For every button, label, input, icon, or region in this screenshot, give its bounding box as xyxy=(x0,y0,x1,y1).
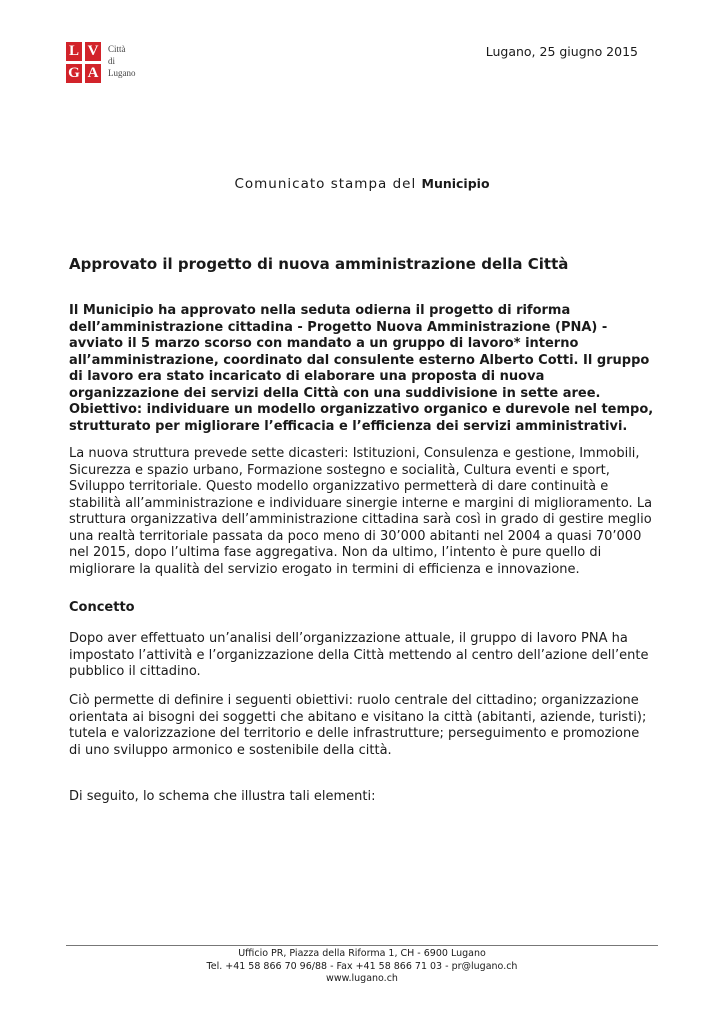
document-type-prefix: Comunicato stampa del xyxy=(234,176,417,192)
city-crest-icon xyxy=(66,42,102,84)
logo-line: Città xyxy=(108,44,126,54)
body-paragraph: La nuova struttura prevede sette dicasteri: Istituzioni, Consulenza e gestione, Immobili, Sicurezza e spazio urbano, Formazione sostegno e socialità, Cultura eventi e sport, Sviluppo territoriale. Questo modello organizzativo permetterà di dare continuità e stabilità all’amministrazione e individuare sinergie interne e margini di miglioramento. La struttura organizzativa dell’amministrazione cittadina sarà così in grado di gestire meglio una realtà territoriale passata da poco meno di 30’000 abitanti nel 2004 a quasi 70’000 nel 2015, dopo l’ultima fase aggregativa. Non da ultimo, l’intento è pure quello di migliorare la qualità del servizio erogato in termini di efficienza e innovazione. xyxy=(69,446,653,577)
logo-line: di xyxy=(108,56,116,66)
section-heading: Concetto xyxy=(69,600,135,615)
document-date: Lugano, 25 giugno 2015 xyxy=(485,44,638,59)
body-paragraph: Ciò permette di definire i seguenti obiettivi: ruolo centrale del cittadino; organizzazione orientata ai bisogni dei soggetti che abitano e visitano la città (abitanti, aziende, turisti); tutela e valorizzazione del territorio e delle infrastrutture; perseguimento e promozione di uno sviluppo armonico e sostenibile della città. xyxy=(69,693,647,758)
footer-contacts: Tel. +41 58 866 70 96/88 - Fax +41 58 866 71 03 - pr@lugano.ch xyxy=(206,960,518,972)
city-logo xyxy=(66,42,156,86)
document-type xyxy=(0,176,724,192)
body-paragraph: Di seguito, lo schema che illustra tali elementi: xyxy=(69,789,376,804)
lead-paragraph: Il Municipio ha approvato nella seduta odierna il progetto di riforma dell’amministrazione cittadina - Progetto Nuova Amministrazione (PNA) - avviato il 5 marzo scorso con mandato a un gruppo di lavoro* interno all’amministrazione, coordinato dal consulente esterno Alberto Cotti. Il gruppo di lavoro era stato incaricato di elaborare una proposta di nuova organizzazione dei servizi della Città con una suddivisione in sette aree. Obiettivo: individuare un modello organizzativo organico e durevole nel tempo, strutturato per migliorare l’efficacia e l’efficienza dei servizi amministrativi. xyxy=(69,303,654,434)
crest-letter: V xyxy=(85,42,101,61)
logo-wordmark xyxy=(108,43,136,79)
crest-letter: A xyxy=(85,64,101,83)
footer-divider xyxy=(66,945,658,946)
press-release-title: Approvato il progetto di nuova amministrazione della Città xyxy=(69,255,569,273)
crest-letter: L xyxy=(66,42,82,61)
footer-website-link[interactable]: www.lugano.ch xyxy=(326,973,398,984)
page-footer xyxy=(0,948,724,986)
body-paragraph: Dopo aver effettuato un’analisi dell’organizzazione attuale, il gruppo di lavoro PNA ha impostato l’attività e l’organizzazione della Città mettendo al centro dell’azione dell’ente pubblico il cittadino. xyxy=(69,631,649,679)
document-type-emphasis: Municipio xyxy=(421,176,490,191)
crest-letter: G xyxy=(66,64,82,83)
footer-address: Ufficio PR, Piazza della Riforma 1, CH - 6900 Lugano xyxy=(238,948,486,959)
logo-line: Lugano xyxy=(108,68,136,78)
